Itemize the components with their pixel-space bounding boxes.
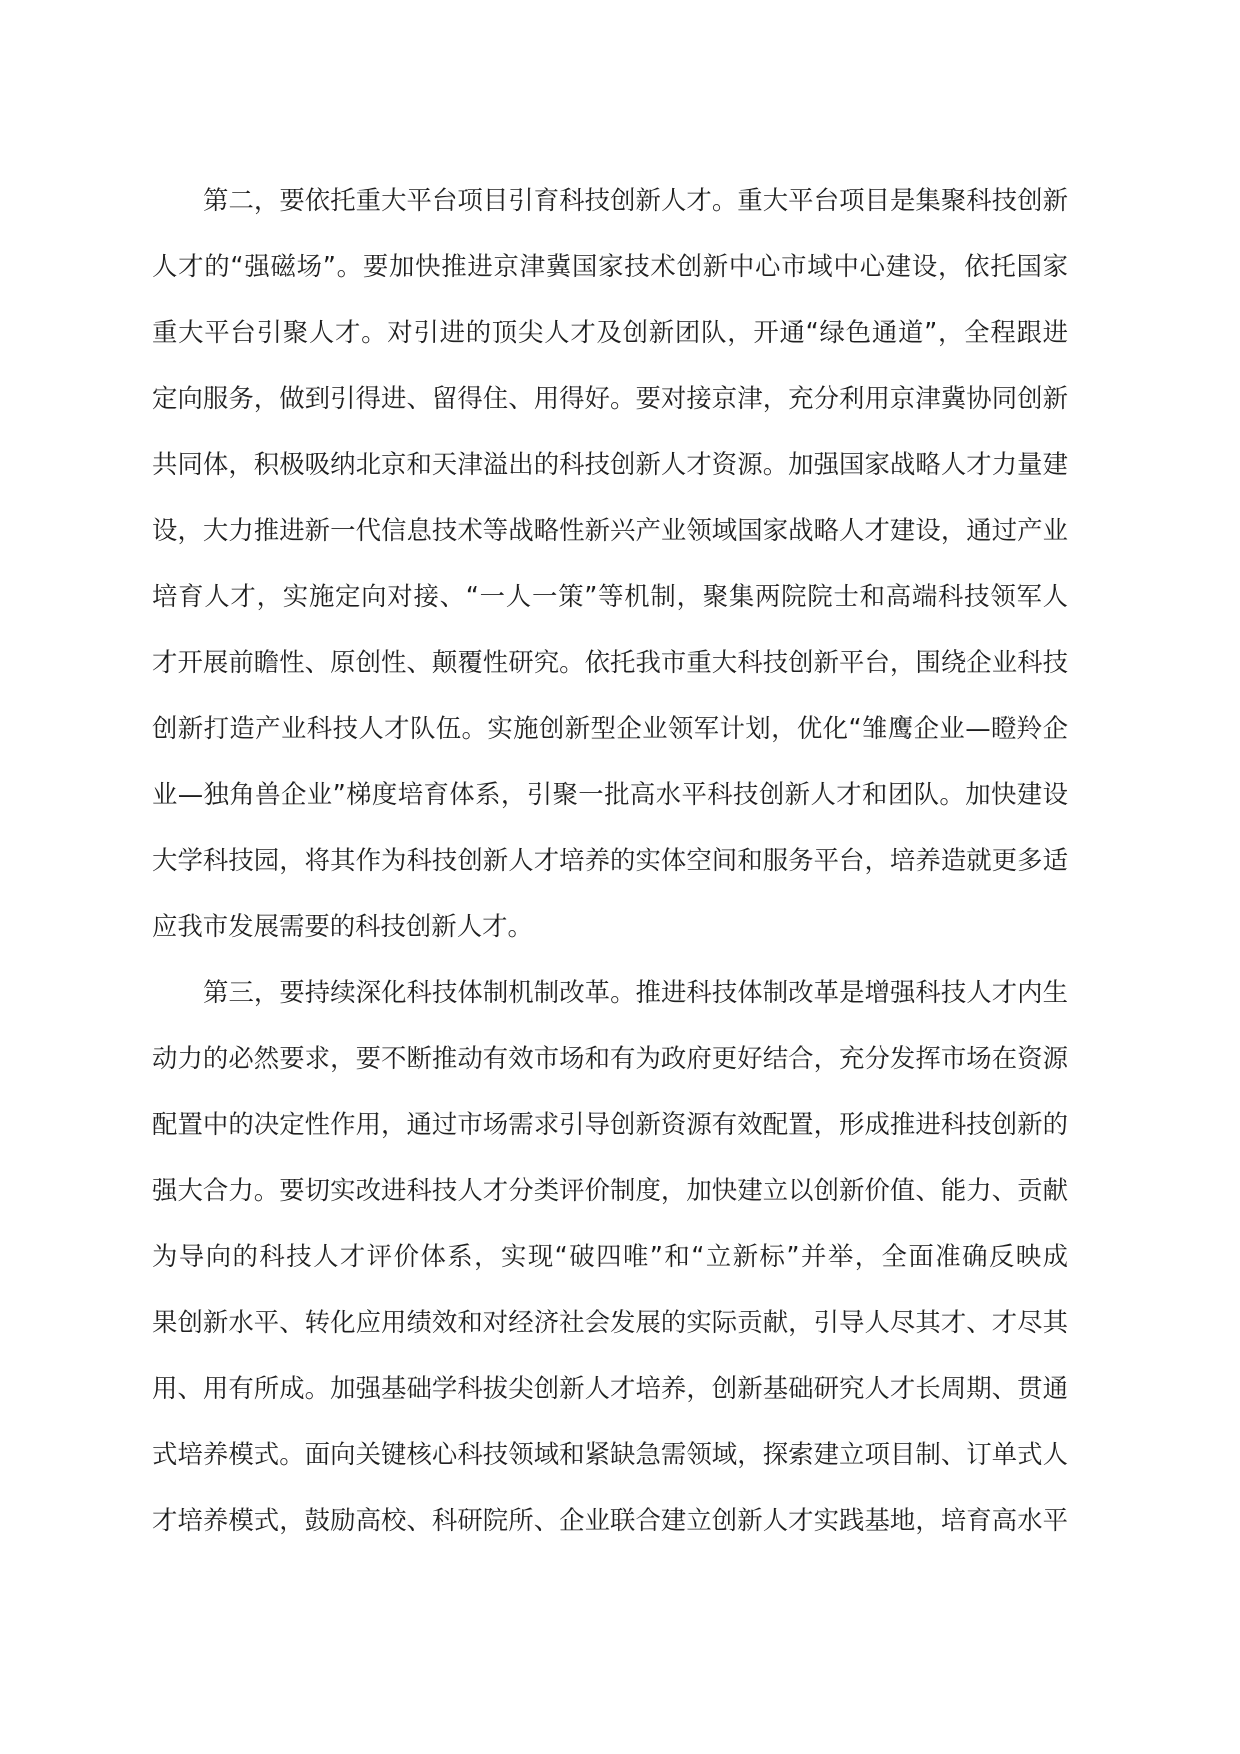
text-line: 共同体，积极吸纳北京和天津溢出的科技创新人才资源。加强国家战略人才力量建	[152, 449, 1068, 479]
paragraph-institutional-reform	[152, 977, 1068, 1571]
document-body	[152, 185, 1068, 1571]
text-line: 设，大力推进新一代信息技术等战略性新兴产业领域国家战略人才建设，通过产业	[152, 515, 1068, 545]
text-line: 第三，要持续深化科技体制机制改革。推进科技体制改革是增强科技人才内生	[203, 977, 1068, 1007]
text-line: 才培养模式，鼓励高校、科研院所、企业联合建立创新人才实践基地，培育高水平	[152, 1505, 1068, 1535]
text-line: 定向服务，做到引得进、留得住、用得好。要对接京津，充分利用京津冀协同创新	[152, 383, 1068, 413]
paragraph-platform-talent	[152, 185, 1068, 977]
text-line: 果创新水平、转化应用绩效和对经济社会发展的实际贡献，引导人尽其才、才尽其	[152, 1307, 1068, 1337]
text-line: 业—独角兽企业”梯度培育体系，引聚一批高水平科技创新人才和团队。加快建设	[152, 779, 1068, 809]
text-line: 配置中的决定性作用，通过市场需求引导创新资源有效配置，形成推进科技创新的	[152, 1109, 1068, 1139]
text-line: 用、用有所成。加强基础学科拔尖创新人才培养，创新基础研究人才长周期、贯通	[152, 1373, 1068, 1403]
text-line: 人才的“强磁场”。要加快推进京津冀国家技术创新中心市域中心建设，依托国家	[152, 251, 1068, 281]
text-line: 培育人才，实施定向对接、“一人一策”等机制，聚集两院院士和高端科技领军人	[152, 581, 1068, 611]
text-line: 才开展前瞻性、原创性、颠覆性研究。依托我市重大科技创新平台，围绕企业科技	[152, 647, 1068, 677]
text-line: 重大平台引聚人才。对引进的顶尖人才及创新团队，开通“绿色通道”，全程跟进	[152, 317, 1068, 347]
text-line: 式培养模式。面向关键核心科技领域和紧缺急需领域，探索建立项目制、订单式人	[152, 1439, 1068, 1469]
text-line: 应我市发展需要的科技创新人才。	[152, 911, 533, 941]
text-line: 为导向的科技人才评价体系，实现“破四唯”和“立新标”并举，全面准确反映成	[152, 1241, 1068, 1271]
text-line: 强大合力。要切实改进科技人才分类评价制度，加快建立以创新价值、能力、贡献	[152, 1175, 1068, 1205]
text-line: 第二，要依托重大平台项目引育科技创新人才。重大平台项目是集聚科技创新	[203, 185, 1068, 215]
text-line: 创新打造产业科技人才队伍。实施创新型企业领军计划，优化“雏鹰企业—瞪羚企	[152, 713, 1068, 743]
text-line: 动力的必然要求，要不断推动有效市场和有为政府更好结合，充分发挥市场在资源	[152, 1043, 1068, 1073]
text-line: 大学科技园，将其作为科技创新人才培养的实体空间和服务平台，培养造就更多适	[152, 845, 1068, 875]
